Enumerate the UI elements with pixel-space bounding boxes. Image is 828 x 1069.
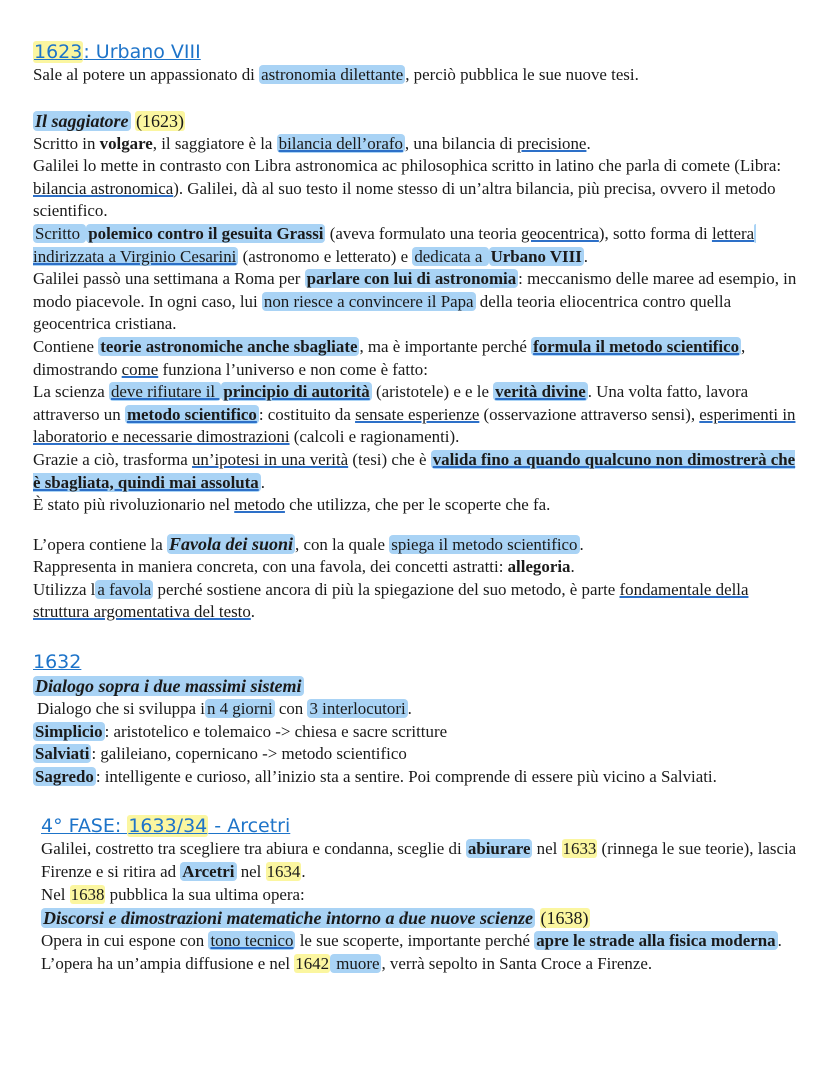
text-span: dedicata a bbox=[414, 246, 487, 266]
text-span: spiega il metodo scientifico bbox=[391, 534, 578, 554]
work-title-dialogo bbox=[33, 674, 798, 698]
paragraph bbox=[41, 838, 798, 883]
text-span: Nel bbox=[41, 884, 70, 904]
text-span: : intelligente e curioso, all’inizio sta a sentire. Poi comprende di essere più vicino a Salviati. bbox=[95, 766, 717, 786]
text-span: muore bbox=[332, 953, 380, 973]
paragraph bbox=[37, 698, 798, 721]
text-span: Sagredo bbox=[35, 766, 94, 786]
text-span: formula il metodo scientifico bbox=[533, 336, 740, 356]
paragraph bbox=[33, 556, 798, 579]
text-span: . bbox=[570, 557, 575, 577]
text-span: n 4 giorni bbox=[206, 699, 273, 719]
paragraph bbox=[41, 930, 798, 953]
text-span: geocentrica bbox=[521, 223, 599, 243]
text-span: . bbox=[260, 472, 265, 492]
text-span: parlare con lui di astronomia bbox=[306, 269, 517, 289]
paragraph bbox=[33, 64, 798, 87]
text-span: come bbox=[121, 359, 159, 379]
text-span: Opera in cui espone con bbox=[41, 931, 209, 951]
text-span: L’opera contiene la bbox=[33, 534, 167, 554]
text-span: Scritto in bbox=[33, 133, 100, 153]
section-title-1632 bbox=[33, 650, 798, 674]
text-span: , ma è importante perché bbox=[359, 336, 532, 356]
text-span: metodo bbox=[234, 495, 285, 515]
text-span: esperimenti in laboratorio e necessarie dimostrazioni bbox=[33, 404, 796, 447]
text-span: Arcetri bbox=[182, 862, 235, 882]
text-span: le sue scoperte, importante perché bbox=[295, 931, 535, 951]
text-span: : galileiano, copernicano -> metodo scientifico bbox=[91, 744, 407, 764]
text-span: Scritto bbox=[35, 223, 85, 243]
text-span: sensate esperienze bbox=[355, 404, 480, 424]
text-span: Grazie a ciò, trasforma bbox=[33, 449, 192, 469]
paragraph bbox=[33, 766, 798, 789]
text-span: non riesce a convincere il Papa bbox=[263, 291, 474, 311]
text-span: Contiene bbox=[33, 336, 99, 356]
text-span: Simplicio bbox=[35, 721, 103, 741]
text-span: Galilei, costretto tra scegliere tra abiura e condanna, sceglie di bbox=[41, 839, 466, 859]
text-span: Galilei lo mette in contrasto con Libra astronomica ac philosophica scritto in latino che parla di comete (Libra: bbox=[33, 156, 782, 176]
text-span: (1623) bbox=[136, 110, 185, 131]
text-span: , una bilancia di bbox=[404, 133, 518, 153]
text-span: : aristotelico e tolemaico -> chiesa e sacre scritture bbox=[104, 721, 448, 741]
text-span: . bbox=[583, 246, 589, 266]
text-span: Dialogo sopra i due massimi sistemi bbox=[35, 676, 302, 697]
text-span: fondamentale della struttura argomentativa del testo bbox=[33, 579, 749, 622]
paragraph bbox=[33, 743, 798, 766]
text-span: La scienza bbox=[33, 382, 109, 402]
work-title-saggiatore bbox=[33, 109, 798, 133]
text-span: nel bbox=[532, 839, 562, 859]
paragraph bbox=[33, 336, 798, 381]
text-span: 1632 bbox=[33, 651, 82, 674]
text-span: Rappresenta in maniera concreta, con una favola, dei concetti astratti: bbox=[33, 557, 508, 577]
text-span: (calcoli e ragionamenti). bbox=[289, 427, 460, 447]
work-title-discorsi bbox=[41, 906, 798, 930]
text-span: indirizzata a Virginio Cesarini bbox=[33, 224, 756, 266]
text-span: . Una volta fatto, lavora attraverso un bbox=[33, 382, 749, 424]
paragraph bbox=[33, 223, 798, 268]
paragraph bbox=[33, 533, 798, 557]
text-span: (rinnega le sue teorie), lascia Firenze e si ritira ad bbox=[41, 839, 797, 882]
text-span: (1638) bbox=[540, 908, 589, 929]
section-title-text: : Urbano VIII bbox=[83, 41, 201, 63]
text-span: Discorsi e dimostrazioni matematiche intorno a due nuove scienze bbox=[43, 908, 534, 929]
text-span: pubblica la sua ultima opera: bbox=[105, 884, 305, 904]
text-span: principio di autorità bbox=[223, 382, 370, 402]
text-span: nel bbox=[236, 862, 266, 882]
paragraph bbox=[33, 721, 798, 744]
text-span: metodo scientifico bbox=[126, 404, 257, 424]
text-span: 1642 bbox=[295, 953, 330, 973]
text-span: abiurare bbox=[467, 839, 531, 859]
text-span: che utilizza, che per le scoperte che fa. bbox=[284, 495, 551, 515]
text-span: Favola dei suoni bbox=[168, 533, 293, 554]
text-span: , con la quale bbox=[295, 534, 390, 554]
text-span: lettera bbox=[711, 223, 755, 243]
text-span: , dimostrando bbox=[33, 336, 746, 379]
text-span: un’ipotesi in una verità bbox=[191, 449, 349, 469]
text-span: con bbox=[274, 699, 308, 719]
text-span: . bbox=[777, 931, 782, 951]
text-span: valida fino a quando qualcuno non dimostrerà che è sbagliata, quindi mai assoluta bbox=[33, 449, 796, 492]
paragraph bbox=[33, 449, 798, 494]
text-span: della teoria eliocentrica contro quella geocentrica cristiana. bbox=[33, 291, 732, 334]
text-span: 1634 bbox=[266, 862, 301, 882]
text-span: Sale al potere un appassionato di bbox=[33, 65, 260, 84]
text-span: Il saggiatore bbox=[35, 110, 129, 131]
text-span: perché sostiene ancora di più la spiegazione del suo metodo, è parte bbox=[153, 579, 620, 599]
text-span: 1633 bbox=[562, 839, 597, 859]
paragraph bbox=[33, 268, 798, 336]
text-span: . bbox=[579, 534, 584, 554]
text-span: (astronomo e letterato) e bbox=[238, 246, 413, 266]
text-span: (aristotele) e e le bbox=[371, 382, 494, 402]
text-span: Salviati bbox=[35, 744, 90, 764]
text-span: : meccanismo delle maree ad esempio, in modo piacevole. In ogni caso, lui bbox=[33, 269, 797, 311]
text-span: Dialogo che si sviluppa i bbox=[37, 699, 205, 719]
text-span: Urbano VIII bbox=[490, 246, 582, 266]
text-span: 1638 bbox=[70, 884, 105, 904]
text-span: a favola bbox=[97, 579, 152, 599]
text-span: 3 interlocutori bbox=[309, 699, 406, 719]
text-span: volgare bbox=[99, 133, 153, 153]
text-span: . bbox=[586, 133, 591, 153]
paragraph bbox=[33, 133, 798, 156]
text-span: (aveva formulato una teoria bbox=[325, 223, 522, 243]
highlight: astronomia dilettante bbox=[261, 65, 404, 84]
text-span: bilancia dell’orafo bbox=[278, 133, 403, 153]
text-span: 4° FASE: bbox=[41, 815, 128, 838]
text-span: verità divine bbox=[495, 382, 586, 402]
text-span: (osservazione attraverso sensi), bbox=[479, 404, 700, 424]
text-span: polemico contro il gesuita Grassi bbox=[88, 223, 324, 243]
paragraph bbox=[33, 579, 798, 624]
text-span: apre le strade alla fisica moderna bbox=[536, 931, 776, 951]
text-span: deve rifiutare il bbox=[110, 382, 220, 402]
text-span: 1633/34 bbox=[128, 815, 208, 838]
text-span: precisione bbox=[517, 133, 587, 153]
section-title-1623 bbox=[33, 40, 798, 64]
text-span: È stato più rivoluzionario nel bbox=[33, 495, 235, 515]
paragraph bbox=[33, 494, 798, 517]
text-span: Galilei passò una settimana a Roma per bbox=[33, 269, 305, 289]
paragraph bbox=[41, 884, 798, 907]
text-span: (tesi) che è bbox=[348, 449, 431, 469]
text-span: L’opera ha un’ampia diffusione e nel bbox=[41, 953, 295, 973]
text-span: : costituito da bbox=[258, 404, 356, 424]
text-span: , perciò pubblica le sue nuove tesi. bbox=[405, 65, 639, 84]
text-span: bilancia astronomica bbox=[33, 178, 174, 198]
text-span: . bbox=[250, 602, 256, 622]
text-span: - Arcetri bbox=[208, 815, 291, 838]
section-title-fase4 bbox=[33, 814, 798, 838]
text-span: funziona l’universo e non come è fatto: bbox=[158, 359, 428, 379]
text-span: , verrà sepolto in Santa Croce a Firenze. bbox=[381, 953, 653, 973]
text-span: , il saggiatore è la bbox=[152, 133, 277, 153]
text-span: ), sotto forma di bbox=[598, 223, 712, 243]
text-span: . bbox=[407, 699, 412, 719]
text-span: . bbox=[301, 862, 306, 882]
text-span: tono tecnico bbox=[210, 931, 294, 951]
paragraph bbox=[33, 155, 798, 223]
text-span: ). Galilei, dà al suo testo il nome stesso di un’altra bilancia, più precisa, ovvero il metodo scientifico. bbox=[33, 178, 776, 221]
text-span: allegoria bbox=[507, 557, 571, 577]
paragraph bbox=[33, 381, 798, 449]
text-span: teorie astronomiche anche sbagliate bbox=[100, 336, 358, 356]
text-span: Utilizza l bbox=[33, 579, 96, 599]
year-highlight: 1623 bbox=[34, 41, 83, 63]
paragraph bbox=[41, 953, 798, 976]
